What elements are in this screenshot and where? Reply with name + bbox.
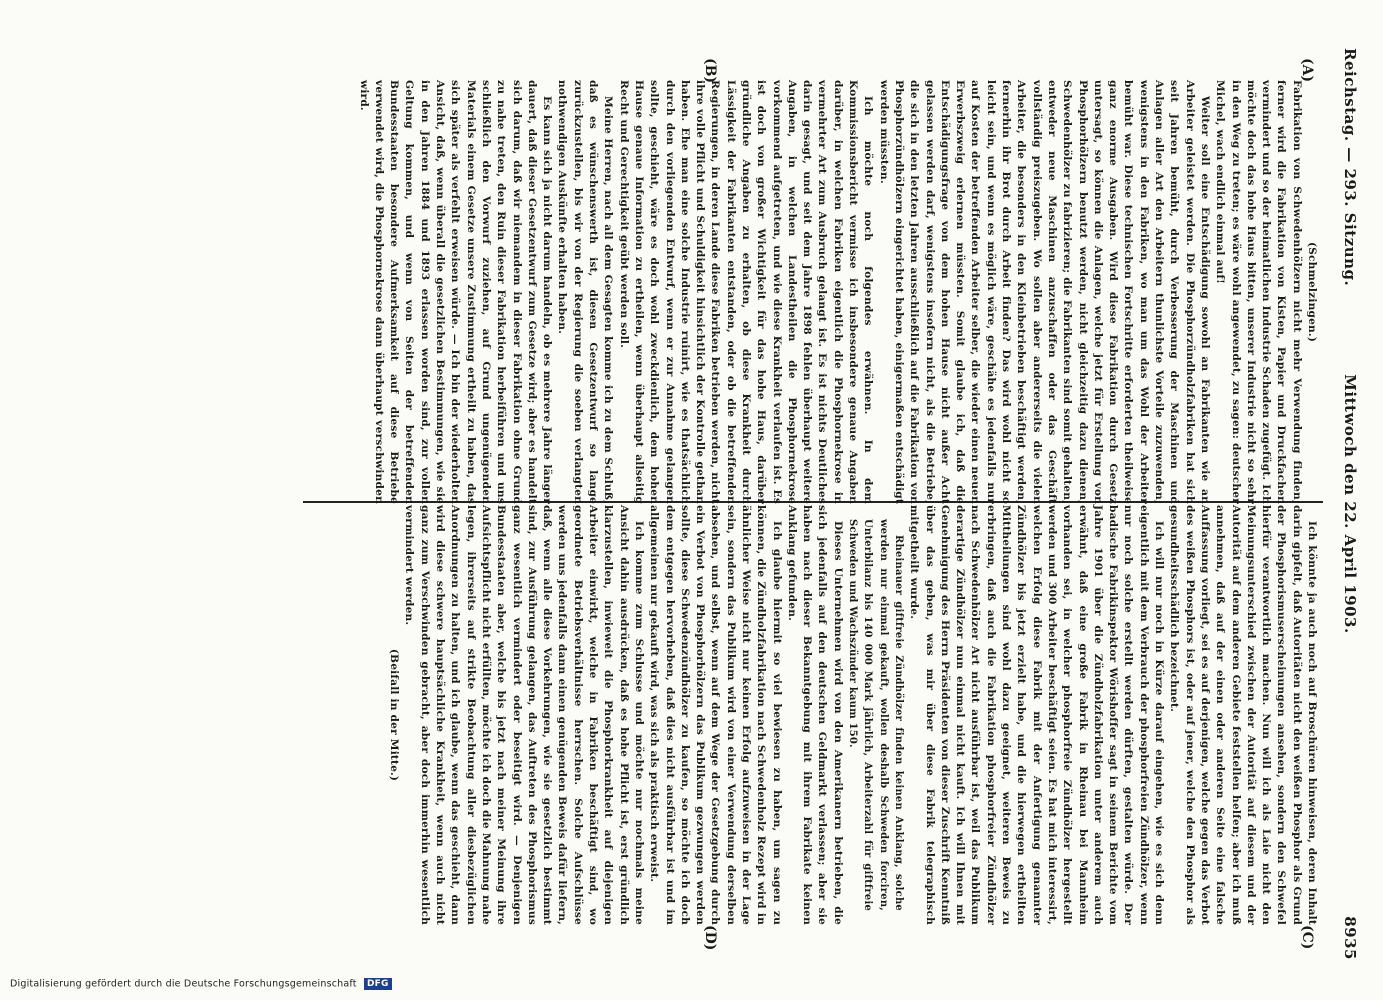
paragraph: Ich könnte ja auch noch auf Broschüren hinweisen, deren Inhalt darin gipfelt, daß Autoritäten nicht den weißen Phosphor als Grund der Phosphorismuserscheinungen ansehen, sondern den Schwefel hierfür verantwortlich machen. Nun will ich als Laie nicht den Meinungsunterschied zwischen der Autorität auf diesem und der Autorität auf dem anderen Gebiete feststellen helfen; aber ich muß annehmen, daß auf der einen oder anderen Seite eine falsche Auffassung vorliegt, sei es auf derjenigen, welche gegen das Verbot des weißen Phosphors ist, oder auf jener, welche den Phosphor als gesundheitsschädlich bezeichnet. [1168,505,1318,925]
page-number: 8935 [1341,916,1359,960]
margin-marker-a: (A) [1299,58,1315,83]
dfg-logo: DFG [364,978,392,990]
right-column [386,505,1319,925]
paragraph: Es kann sich ja nicht darum handeln, ob es mehrere Jahre länger dauert, daß dieser Gesetzentwurf zum Gesetze wird; aber es handelt sich darum, daß wir niemandem in dieser Fabrikation ohne Grund zu nahe treten, den Ruin dieser Fabrikation herbeiführen und uns schließlich den Vorwurf zuziehen, auf Grund ungenügenden Materials einem Gesetze unsere Zustimmung ertheilt zu haben, das sich später als verfehlt erweisen würde. — Ich bin der wiederholten Ansicht, daß, wenn überall die gesetzlichen Bestimmungen, wie sie in den Jahren 1884 und 1893 erlassen worden sind, zur vollen Geltung kommen, und wenn von Seiten der betreffenden Bundesstaaten besondere Aufmerksamkeit auf diese Betriebe verwendet wird, die Phosphornekrose dann überhaupt verschwinden wird. [357,80,554,504]
header-session: Reichstag. — 293. Sitzung. [1341,48,1359,287]
paragraph: Ich komme zum Schlusse und möchte nur nochmals meine Ansicht dahin ausdrücken, daß es hohe Pflicht ist, erst gründlich klarzustellen, inwieweit die Phosphorkrankheit auf diejenigen Arbeiter einwirkt, welche in Fabriken beschäftigt sind, wo geordnete Betriebsverhältnisse herrschen. Solche Aufschlüsse werden uns jedenfalls dann einen genügenden Beweis dafür liefern, daß, wenn alle diese Vorkehrungen, wie sie gesetzlich bestimmt sind, zur Ausführung gelangen, das Auftreten des Phosphorismus ganz wesentlich vermindert oder beseitigt wird. — Denjenigen Bundesstaaten aber, welche bis jetzt nach meiner Meinung ihre Aufsichtspflicht nicht erfüllten, möchte ich doch die Mahnung nahe legen, ihrerseits auf strikte Beobachtung aller diesbezüglichen Anordnungen zu halten, und ich glaube, wenn das geschieht, dann wird diese schwere hauptsächliche Krankheit, wenn auch nicht ganz zum Verschwinden gebracht, aber doch immerhin wesentlich vermindert werden. [403,505,645,925]
paragraph: Ich will nur noch in Kürze darauf eingehen, wie es sich denn eigentlich mit dem Verbrauch der phosphorfreien Zündhölzer, wenn nur noch solche erstellt werden dürften, gestalten würde. Der badische Fabrikinspektor Wörishoffer sagt in seinem Berichte vom Jahre 1901 über die Zündholzfabrikation unter anderem auch erwähnt, daß eine große Fabrik in Rheinau bei Mannheim vorhanden sei, in welcher phosphorfreie Zündhölzer hergestellt werden und 300 Arbeiter beschäftigt seien. Es hat mich interessirt, welchen Erfolg diese Fabrik mit der Anfertigung genannter Zündhölzer bis jetzt erzielt habe, und die hierwegen ertheilten Mittheilungen sind wohl dazu geeignet, weiteren Beweis zu erbringen, daß auch die Fabrikation phosphorfreier Zündhölzer nach Schwedenhölzer Art nicht ausführbar ist, weil das Publikum derartige Zündhölzer nun einmal nicht kauft. Ich will Ihnen mit Genehmigung des Herrn Präsidenten von dieser Zuschrift Kenntniß über das geben, was mir über diese Fabrik telegraphisch mitgetheilt wurde. [908,505,1166,925]
speaker-line: (Schmelzingen.) [1306,241,1318,343]
margin-marker-c: (C) [1299,925,1315,950]
margin-marker-b: (B) [702,58,718,84]
credit-text: Digitalisierung gefördert durch die Deutsche Forschungsgemeinschaft [10,978,357,990]
header-date: Mittwoch den 22. April 1903. [1341,374,1359,634]
quoted-telegram: Rheinauer giftfreie Zündhölzer finden keinen Anklang, solche werden nur einmal gekauft, wollen deshalb Schweden forciren, Unterbilanz bis 140 000 Mark jährlich, Arbeiterzahl für giftfreie Schweden und Wachszünder kaum 150. [847,519,904,911]
paragraph: Ich glaube hiermit so viel bewiesen zu haben, um sagen zu können, die Zündholzfabrikation nach Schwedenholz Rezept wird in ähnlicher Weise nicht nur keinen Erfolg aufzuweisen in der Lage sein, sondern das Publikum wird von einer Verwendung derselben absehen, und selbst, wenn auf dem Wege der Gesetzgebung durch ein Verbot von Phosphorhölzern das Publikum gezwungen werden sollte, diese Schwedenzündhölzer zu kaufen, so möchte ich doch dem entgegen hervorheben, daß dies nicht ausführbar ist und im allgemeinen nur gekauft wird, was sich als praktisch erweist. [648,505,783,925]
paragraph: Weiter soll eine Entschädigung sowohl an Fabrikanten wie an Arbeiter geleistet werden. Die Phosphorzündholzfabriken hat sich seit Jahren bemüht, durch Verbesserung der Maschinen und Anlagen aller Art den Arbeitern thunlichste Vorteile zuzuwenden; wenigstens in den Fabriken, wo man um das Wohl der Arbeiter bemüht war. Diese technischen Fortschritte erforderten theilweise ganz enorme Ausgaben. Wird diese Fabrikation durch Gesetz untersagt, so können die Anlagen, welche jetzt für Erstellung von Phosphorhölzern benutzt werden, nicht gleichzeitig dazu dienen, Schwedenhölzer zu fabrizieren; die Fabrikanten sind somit gehalten, entweder neue Maschinen anzuschaffen oder das Geschäft vollständig preiszugeben. Wo sollen aber andererseits die vielen Arbeiter, die besonders in den Kleinbetrieben beschäftigt werden, fernerhin ihr Brot durch Arbeit finden? Das wird wohl nicht so leicht sein, und wenn es möglich wäre, geschähe es jedenfalls nur auf Kosten der betreffenden Arbeiter selber, die wieder einen neuen Erwerbszweig erlernen müssten. Somit glaube ich, daß die Entschädigungsfrage von dem hohen Hause nicht außer Acht gelassen werden darf, wenigstens insofern nicht, als die Betriebe, die sich in den letzten Jahren ausschließlich auf die Fabrikation von Phosphorzündhölzern eingerichtet haben, einigermaßen entschädigt werden müssten. [877,80,1211,504]
applause-note: (Beifall in der Mitte.) [388,648,401,782]
digitization-credit [10,978,392,990]
paragraph: Ich möchte noch folgendes erwähnen. In dem Kommissionsbericht vermisse ich insbesondere genaue Angaben darüber, in welchen Fabriken eigentlich die Phosphornekrose in vermehrter Art zum Ausbruch gelangt ist. Es ist nichts Deutliches darin gesagt, und seit dem Jahre 1898 fehlen überhaupt weitere Angaben, in welchen Landestheilen die Phosphornekrose vorkommend aufgetreten, und wie diese Krankheit verlaufen ist. Es ist doch von großer Wichtigkeit für das hohe Haus, darüber gründliche Angaben zu erhalten, ob diese Krankheit durch Lässigkeit der Fabrikanten entstanden, oder ob die betreffenden Regierungen, in deren Lande diese Fabriken betrieben werden, nicht ihre volle Pflicht und Schuldigkeit hinsichtlich der Kontrolle gethan haben. Ehe man eine solche Industrie ruinirt, wie es thatsächlich durch den vorliegenden Entwurf, wenn er zur Annahme gelangen sollte, geschieht, wäre es doch wohl zweckdienlich, dem hohen Hause genaue Information zu ertheilen, wenn überhaupt allseitig Recht und Gerechtigkeit geübt werden soll. [617,80,875,504]
page-header [1335,48,1365,960]
paragraph: Meine Herren, nach all dem Gesagten komme ich zu dem Schluß, daß es wünschenswerth ist, diesen Gesetzentwurf so lange zurückzustellen, bis wir von der Regierung die soeben verlangten nothwendigen Auskünfte erhalten haben. [556,80,615,504]
left-column [355,80,1319,504]
paragraph: Dieses Unternehmen wird von den Amerikanern betrieben, die sich jedenfalls auf den deutschen Geldmarkt verlassen; aber sie haben nach dieser Bekanntgebung mit ihrem Fabrikate keinen Anklang gefunden. [785,505,844,925]
paragraph: Fabrikation von Schwedenhölzern nicht mehr Verwendung finden; ferner wird die Fabrikation von Kisten, Papier und Druckfachen vermindert und so der heimatlichen Industrie Schaden zugefügt. Ich möchte doch das hohe Haus bitten, unserer Industrie nicht so sehr in den Weg zu treten; es wäre wohl angewendet, zu sagen: deutscher Michel, wach endlich einmal auf! [1214,80,1303,504]
margin-marker-d: (D) [702,925,718,951]
